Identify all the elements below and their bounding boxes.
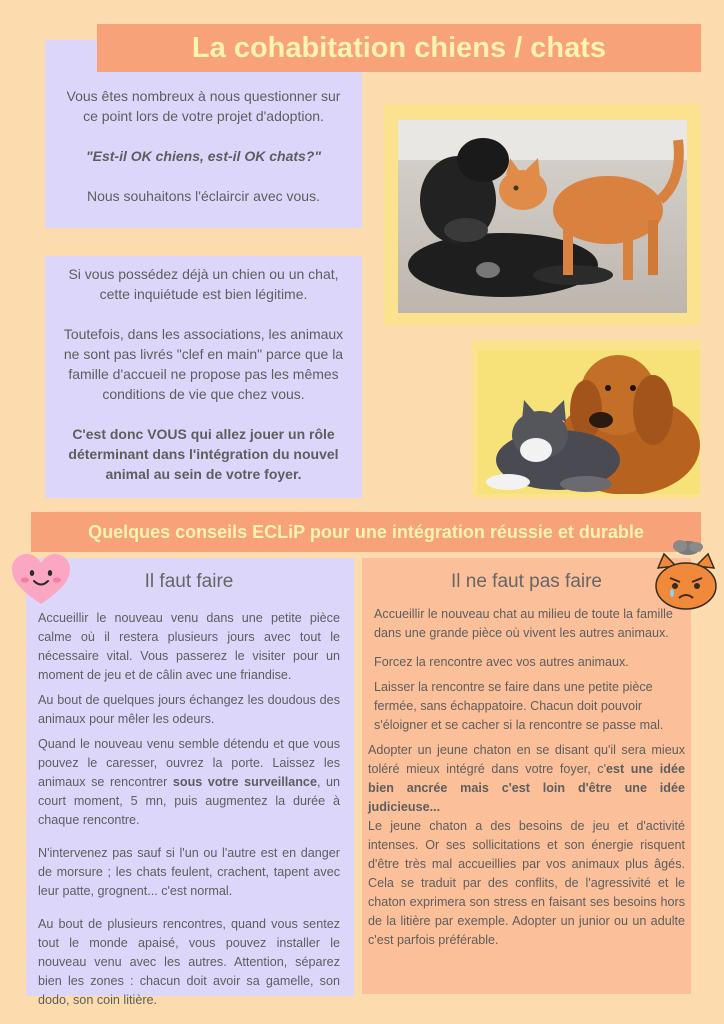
explanation-p2: Toutefois, dans les associations, les animaux ne sont pas livrés "clef en main" parce que la famille d'accueil ne propose pas les mêmes conditions de vie que chez vous.	[63, 326, 344, 402]
dog-and-cat-photo	[398, 120, 687, 313]
intro-text	[45, 40, 362, 228]
smiling-heart-icon	[10, 552, 72, 606]
conseils-banner	[31, 512, 701, 552]
dont-paragraph: Forcez la rencontre avec vos autres animaux.	[374, 655, 629, 669]
page-title: La cohabitation chiens / chats	[191, 31, 607, 64]
dont-paragraph: Adopter un jeune chaton en se disant qu'il sera mieux toléré mieux intégré dans votre foyer, c'est une idée bien ancrée mais c'est loin d'être une idée judicieuse...	[368, 743, 685, 814]
dont-column	[362, 558, 691, 994]
photo-frame-dog-cat	[384, 104, 700, 325]
do-paragraph: Au bout de plusieurs rencontres, quand vous sentez tout le monde apaisé, vous pouvez installer le nouveau venu avec les autres. Attention, séparez bien les zones : chacun doit avoir sa gamelle, son dodo, son coin litière.	[38, 917, 340, 1007]
dont-heading: Il ne faut pas faire	[450, 571, 603, 592]
intro-line: Vous êtes nombreux à nous questionner sur ce point lors de votre projet d'adoption.	[66, 88, 341, 124]
photo-frame-golden-dog-cat	[472, 340, 700, 498]
conseils-title: Quelques conseils ECLiP pour une intégration réussie et durable	[88, 521, 644, 542]
explanation-p3: C'est donc VOUS qui allez jouer un rôle déterminant dans l'intégration du nouvel animal au sein de votre foyer.	[68, 426, 339, 482]
dont-paragraph: Accueillir le nouveau chat au milieu de toute la famille dans une grande pièce où vivent les autres animaux.	[374, 607, 673, 640]
golden-dog-and-cat-photo	[478, 350, 700, 494]
dont-paragraph: Le jeune chaton a des besoins de jeu et d'activité intenses. Or ses sollicitations et son énergie risquent d'être très mal accueillies par vos animaux plus âgés. Cela se traduit par des conflits, de l'agressivité et le chaton exprimera son stress en faisant ses besoins hors de la litière par exemple. Adopter un junior ou un adulte c'est parfois préférable.	[368, 819, 685, 947]
sad-cat-icon	[650, 538, 722, 612]
do-heading: Il faut faire	[144, 571, 234, 592]
do-paragraph: Quand le nouveau venu semble détendu et que vous pouvez le caresser, ouvrez la porte. Laissez les animaux se rencontrer sous votre surveillance, un court moment, 5 mn, puis augmentez la durée à chaque rencontre.	[38, 737, 340, 827]
intro-question: "Est-il OK chiens, est-il OK chats?"	[86, 148, 321, 164]
do-paragraph: Accueillir le nouveau venu dans une petite pièce calme où il restera plusieurs jours avec tout le nécessaire vital. Vous passerez le visiter pour un moment de jeu et de câlin avec une friandise.	[38, 611, 340, 682]
do-paragraph: N'intervenez pas sauf si l'un ou l'autre est en danger de morsure ; les chats feulent, crachent, tapent avec leur patte, grognent... c'est normal.	[38, 846, 340, 898]
intro-line-3: Nous souhaitons l'éclaircir avec vous.	[86, 188, 320, 204]
do-paragraph: Au bout de quelques jours échangez les doudous des animaux pour mêler les odeurs.	[38, 693, 340, 726]
explanation-p1: Si vous possédez déjà un chien ou un chat, cette inquiétude est bien légitime.	[68, 266, 339, 302]
dont-paragraph: Laisser la rencontre se faire dans une petite pièce fermée, sans échappatoire. Chacun doit pouvoir s'éloigner et se cacher si la rencontre se passe mal.	[374, 680, 664, 732]
do-column	[26, 558, 354, 1007]
explanation-box	[45, 256, 362, 498]
